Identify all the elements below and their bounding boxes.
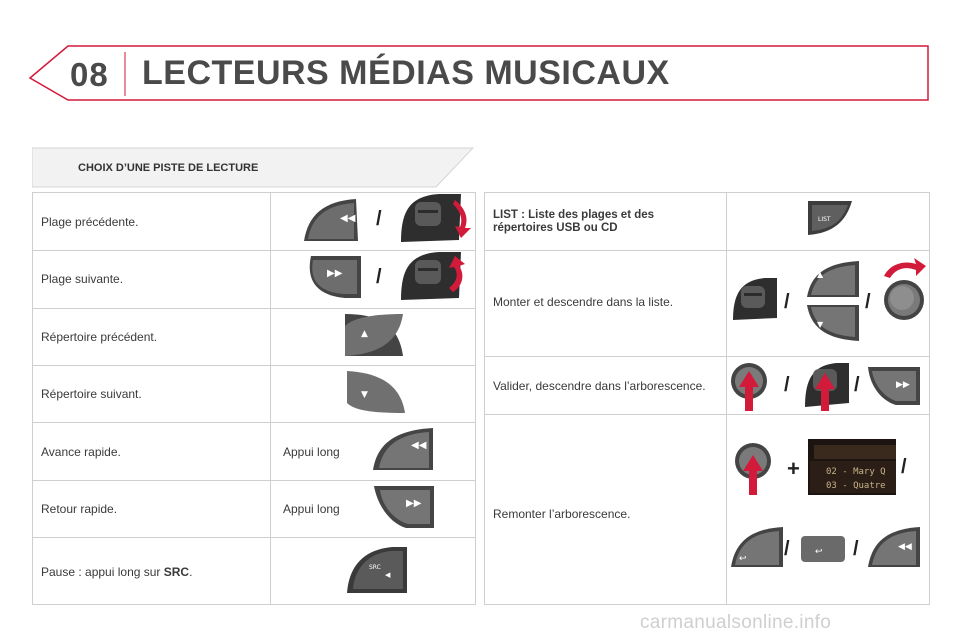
thumbwheel-icon [731, 276, 779, 322]
table-row [485, 250, 929, 356]
svg-text:▲: ▲ [817, 270, 824, 279]
src-button-icon [345, 545, 409, 595]
or-separator: / [376, 266, 382, 288]
row-label: Retour rapide. [41, 502, 118, 516]
row-label: Plage précédente. [41, 215, 139, 229]
or-separator: / [784, 374, 790, 396]
seek-back-button-icon [866, 525, 922, 569]
folder-up-button-icon [343, 312, 407, 358]
or-separator: / [901, 456, 907, 478]
chapter-number: 08 [70, 56, 109, 93]
svg-text:↩: ↩ [739, 554, 747, 564]
thumbwheel-down-icon [399, 192, 474, 244]
row-label: Remonter l’arborescence. [493, 507, 631, 521]
row-label: Pause : appui long sur SRC. [41, 565, 193, 579]
back-button-icon [729, 525, 785, 569]
rotary-knob-press-icon [729, 361, 771, 413]
row-label: Avance rapide. [41, 445, 121, 459]
svg-text:▲: ▲ [361, 329, 368, 339]
list-key-label: LIST [818, 216, 831, 223]
seek-back-long-press-icon [371, 426, 435, 472]
row-label: Répertoire précédent. [41, 330, 158, 344]
svg-text:▼: ▼ [817, 320, 824, 329]
table-row [33, 308, 475, 365]
row-label: Plage suivante. [41, 272, 124, 286]
svg-text:▶▶: ▶▶ [896, 380, 910, 390]
row-note: Appui long [283, 502, 340, 516]
page-title: LECTEURS MÉDIAS MUSICAUX [142, 54, 670, 92]
up-button-icon [805, 259, 861, 299]
page-header [0, 0, 960, 110]
svg-text:◀◀: ◀◀ [340, 213, 356, 224]
or-separator: / [854, 374, 860, 396]
thumbwheel-up-icon [399, 250, 474, 302]
down-button-icon [805, 303, 861, 343]
display-line: 03 - Quatre [826, 481, 886, 491]
row-note: Appui long [283, 445, 340, 459]
or-separator: / [376, 208, 382, 230]
svg-text:◀◀: ◀◀ [898, 542, 912, 552]
svg-text:▶▶: ▶▶ [327, 268, 343, 279]
folder-down-button-icon [345, 369, 409, 415]
row-label: Valider, descendre dans l’arborescence. [493, 379, 706, 393]
or-separator: / [865, 291, 871, 313]
row-label: Monter et descendre dans la liste. [493, 295, 674, 309]
svg-text:↩: ↩ [815, 547, 823, 557]
display-line: 02 - Mary Q [826, 467, 886, 477]
table-row [485, 193, 929, 250]
svg-text:◀◀: ◀◀ [411, 440, 427, 451]
rotary-knob-turn-icon [880, 254, 928, 322]
plus-separator: + [787, 456, 800, 481]
row-label: Répertoire suivant. [41, 387, 142, 401]
seek-forward-button-icon [866, 365, 922, 407]
or-separator: / [784, 538, 790, 560]
svg-text:▼: ▼ [361, 390, 368, 400]
back-button-icon [799, 534, 847, 564]
table-row [485, 356, 929, 414]
section-title: CHOIX D’UNE PISTE DE LECTURE [78, 162, 259, 174]
seek-forward-button-icon [297, 254, 361, 300]
watermark: carmanualsonline.info [640, 612, 832, 633]
list-button-icon [806, 199, 854, 237]
svg-text:▶▶: ▶▶ [406, 498, 422, 509]
right-instruction-table [484, 192, 930, 605]
seek-back-button-icon [294, 197, 360, 243]
screen-display-icon [808, 439, 896, 495]
src-key-label: SRC [369, 564, 381, 571]
row-label: LIST : Liste des plages et des répertoires USB ou CD [493, 209, 655, 234]
thumbwheel-press-icon [803, 361, 851, 413]
rotary-knob-press-icon [733, 441, 775, 497]
or-separator: / [784, 291, 790, 313]
or-separator: / [853, 538, 859, 560]
seek-forward-long-press-icon [372, 484, 436, 530]
svg-text:◀: ◀ [385, 571, 391, 579]
